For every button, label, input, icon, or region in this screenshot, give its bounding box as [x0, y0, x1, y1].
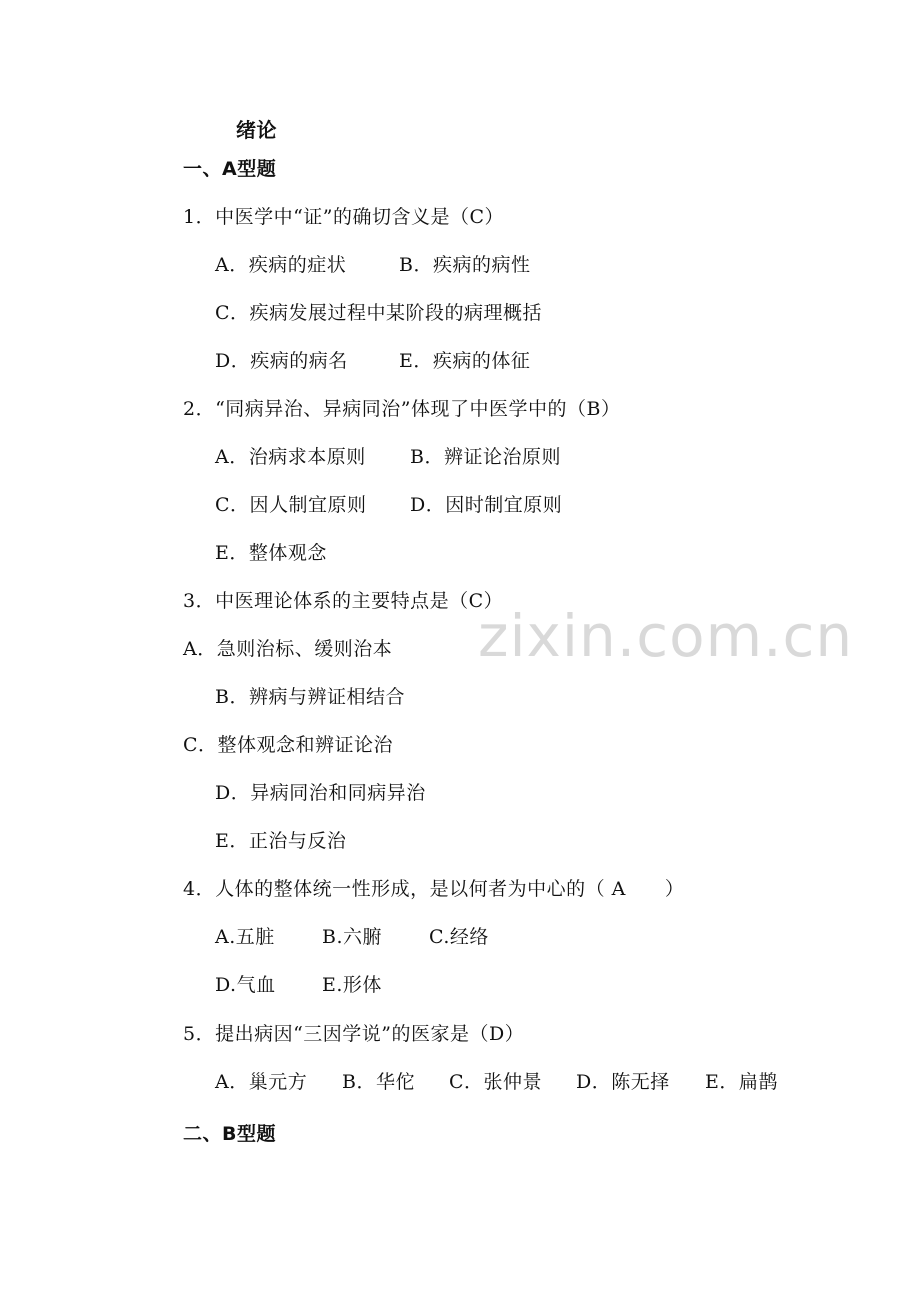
question-4-stem: 4．人体的整体统一性形成，是以何者为中心的（ A ）	[183, 878, 685, 900]
question-3-option-c: C．整体观念和辨证论治	[183, 734, 394, 756]
question-3-stem: 3．中医理论体系的主要特点是（C）	[183, 590, 504, 612]
question-2-stem: 2．“同病异治、异病同治”体现了中医学中的（B）	[183, 398, 621, 420]
question-1-option-d: D．疾病的病名	[215, 350, 348, 372]
question-4-option-c: C.经络	[429, 926, 489, 948]
question-1-option-e: E．疾病的体征	[399, 350, 531, 372]
question-4-option-a: A.五脏	[215, 926, 275, 948]
question-1-option-b: B．疾病的病性	[399, 254, 531, 276]
question-5-option-e: E．扁鹊	[705, 1071, 778, 1093]
question-3-option-e: E．正治与反治	[215, 830, 347, 852]
question-5-option-c: C．张仲景	[449, 1071, 543, 1093]
question-2-option-c: C．因人制宜原则	[215, 494, 367, 516]
question-2-option-a: A．治病求本原则	[215, 446, 366, 468]
question-2-option-d: D．因时制宜原则	[410, 494, 563, 516]
question-5-option-d: D．陈无择	[576, 1071, 670, 1093]
question-5-stem: 5．提出病因“三因学说”的医家是（D）	[183, 1023, 525, 1045]
question-4-option-e: E.形体	[322, 974, 382, 996]
question-4-option-d: D.气血	[215, 974, 276, 996]
question-1-options-row-1	[215, 253, 530, 277]
question-2-options-row-1	[215, 445, 561, 469]
section-b-heading: 二、B型题	[183, 1123, 276, 1145]
section-a-heading: 一、A型题	[183, 158, 277, 180]
document-title: 绪论	[236, 118, 277, 142]
question-3-option-a: A．急则治标、缓则治本	[183, 638, 393, 660]
question-3-option-b: B．辨病与辨证相结合	[215, 686, 405, 708]
question-3-option-d: D．异病同治和同病异治	[215, 782, 426, 804]
question-2-options-row-2	[215, 493, 562, 517]
site-watermark: zixin.com.cn	[478, 602, 854, 670]
question-1-option-a: A．疾病的症状	[215, 254, 347, 276]
question-5-option-a: A．巢元方	[215, 1071, 308, 1093]
question-1-option-c: C．疾病发展过程中某阶段的病理概括	[215, 302, 543, 324]
question-4-option-b: B.六腑	[322, 926, 383, 948]
question-1-options-row-3	[215, 349, 530, 373]
question-2-option-b: B．辨证论治原则	[410, 446, 561, 468]
question-4-options-row-1	[215, 925, 489, 949]
question-2-option-e: E．整体观念	[215, 542, 327, 564]
question-5-option-b: B．华佗	[342, 1071, 415, 1093]
question-5-options-row	[215, 1070, 778, 1094]
question-4-options-row-2	[215, 973, 382, 997]
question-1-stem: 1．中医学中“证”的确切含义是（C）	[183, 206, 505, 228]
